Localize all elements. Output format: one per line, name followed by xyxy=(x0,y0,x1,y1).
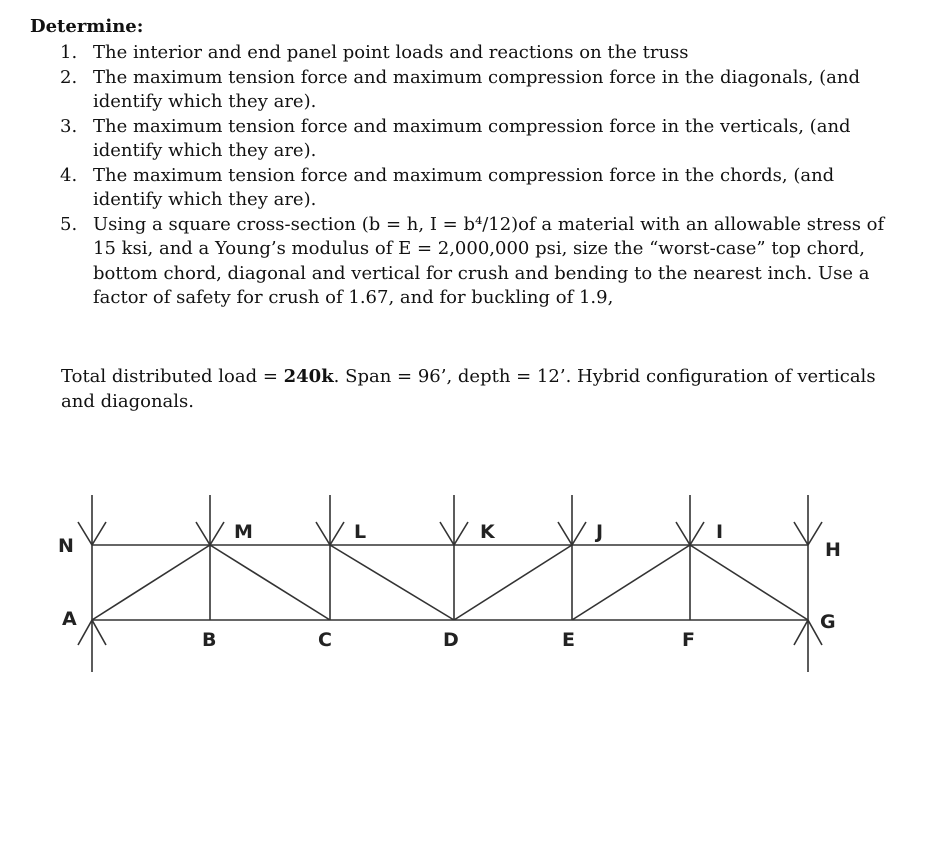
task-text: The maximum tension force and maximum compression force in the diagonals, (and identify which they are). xyxy=(93,66,861,112)
node-label-top: N xyxy=(58,535,74,557)
node-label-bottom: C xyxy=(318,629,332,651)
heading: Determine: xyxy=(30,16,144,37)
task-text: Using a square cross-section (b = h, I = b⁴/12)of a material with an allowable stress of 15 ksi, and a Young’s modulus of E = 2,000,000 psi, size the “worst-case” top chord, bottom chord, diagonal and vertical for crush and bending to the nearest inch. Use a factor of safety for crush of 1.67, and for buckling of 1.9, xyxy=(93,213,885,308)
node-label-top: K xyxy=(480,521,495,543)
task-text: The maximum tension force and maximum compression force in the verticals, (and identify which they are). xyxy=(93,115,851,161)
reaction-arrow-icon xyxy=(794,620,822,672)
diagonal-member xyxy=(690,545,808,620)
node-label-bottom: B xyxy=(202,629,217,651)
load-arrow-icon xyxy=(78,495,106,545)
total-load: 240k xyxy=(283,366,334,387)
task-item: 1. The interior and end panel point loads and reactions on the truss xyxy=(60,42,689,63)
load-arrow-icon xyxy=(794,495,822,545)
load-arrow-icon xyxy=(676,495,704,545)
task-item: 4. The maximum tension force and maximum compression force in the chords, (and identify which they are). xyxy=(60,164,835,210)
node-label-bottom: F xyxy=(682,629,695,651)
node-label-top: M xyxy=(234,521,253,543)
load-arrow-icon xyxy=(316,495,344,545)
diagonal-member xyxy=(454,545,572,620)
node-label-bottom: D xyxy=(443,629,459,651)
load-arrow-icon xyxy=(196,495,224,545)
node-label-top: J xyxy=(596,521,604,543)
node-label-bottom: E xyxy=(562,629,575,651)
node-label-top: H xyxy=(825,539,841,561)
task-item: 3. The maximum tension force and maximum compression force in the verticals, (and identify which they are). xyxy=(60,115,851,161)
load-arrow-icon xyxy=(440,495,468,545)
task-text: The interior and end panel point loads and reactions on the truss xyxy=(93,42,689,63)
node-label-top: I xyxy=(716,521,724,543)
given-statement: Total distributed load = 240k. Span = 96’, depth = 12’. Hybrid configuration of verticals and diagonals. xyxy=(61,366,876,412)
node-label-bottom: G xyxy=(820,611,836,633)
node-label-bottom: A xyxy=(62,608,77,630)
truss-diagram xyxy=(0,480,941,680)
task-item: 2. The maximum tension force and maximum compression force in the diagonals, (and identify which they are). xyxy=(60,66,861,112)
reaction-arrow-icon xyxy=(78,620,106,672)
load-arrow-icon xyxy=(558,495,586,545)
task-text: The maximum tension force and maximum compression force in the chords, (and identify which they are). xyxy=(93,164,835,210)
diagonal-member xyxy=(572,545,690,620)
task-item: 5. Using a square cross-section (b = h, I = b⁴/12)of a material with an allowable stress of 15 ksi, and a Young’s modulus of E = 2,000,000 psi, size the “worst-case” top chord, bottom chord, diagonal and vertical for crush and bending to the nearest inch. Use a factor of safety for crush of 1.67, and for buckling of 1.9, xyxy=(60,213,885,308)
diagonal-member xyxy=(210,545,330,620)
diagonal-member xyxy=(92,545,210,620)
diagonal-member xyxy=(330,545,454,620)
task-list xyxy=(60,41,890,311)
node-label-top: L xyxy=(354,521,367,543)
